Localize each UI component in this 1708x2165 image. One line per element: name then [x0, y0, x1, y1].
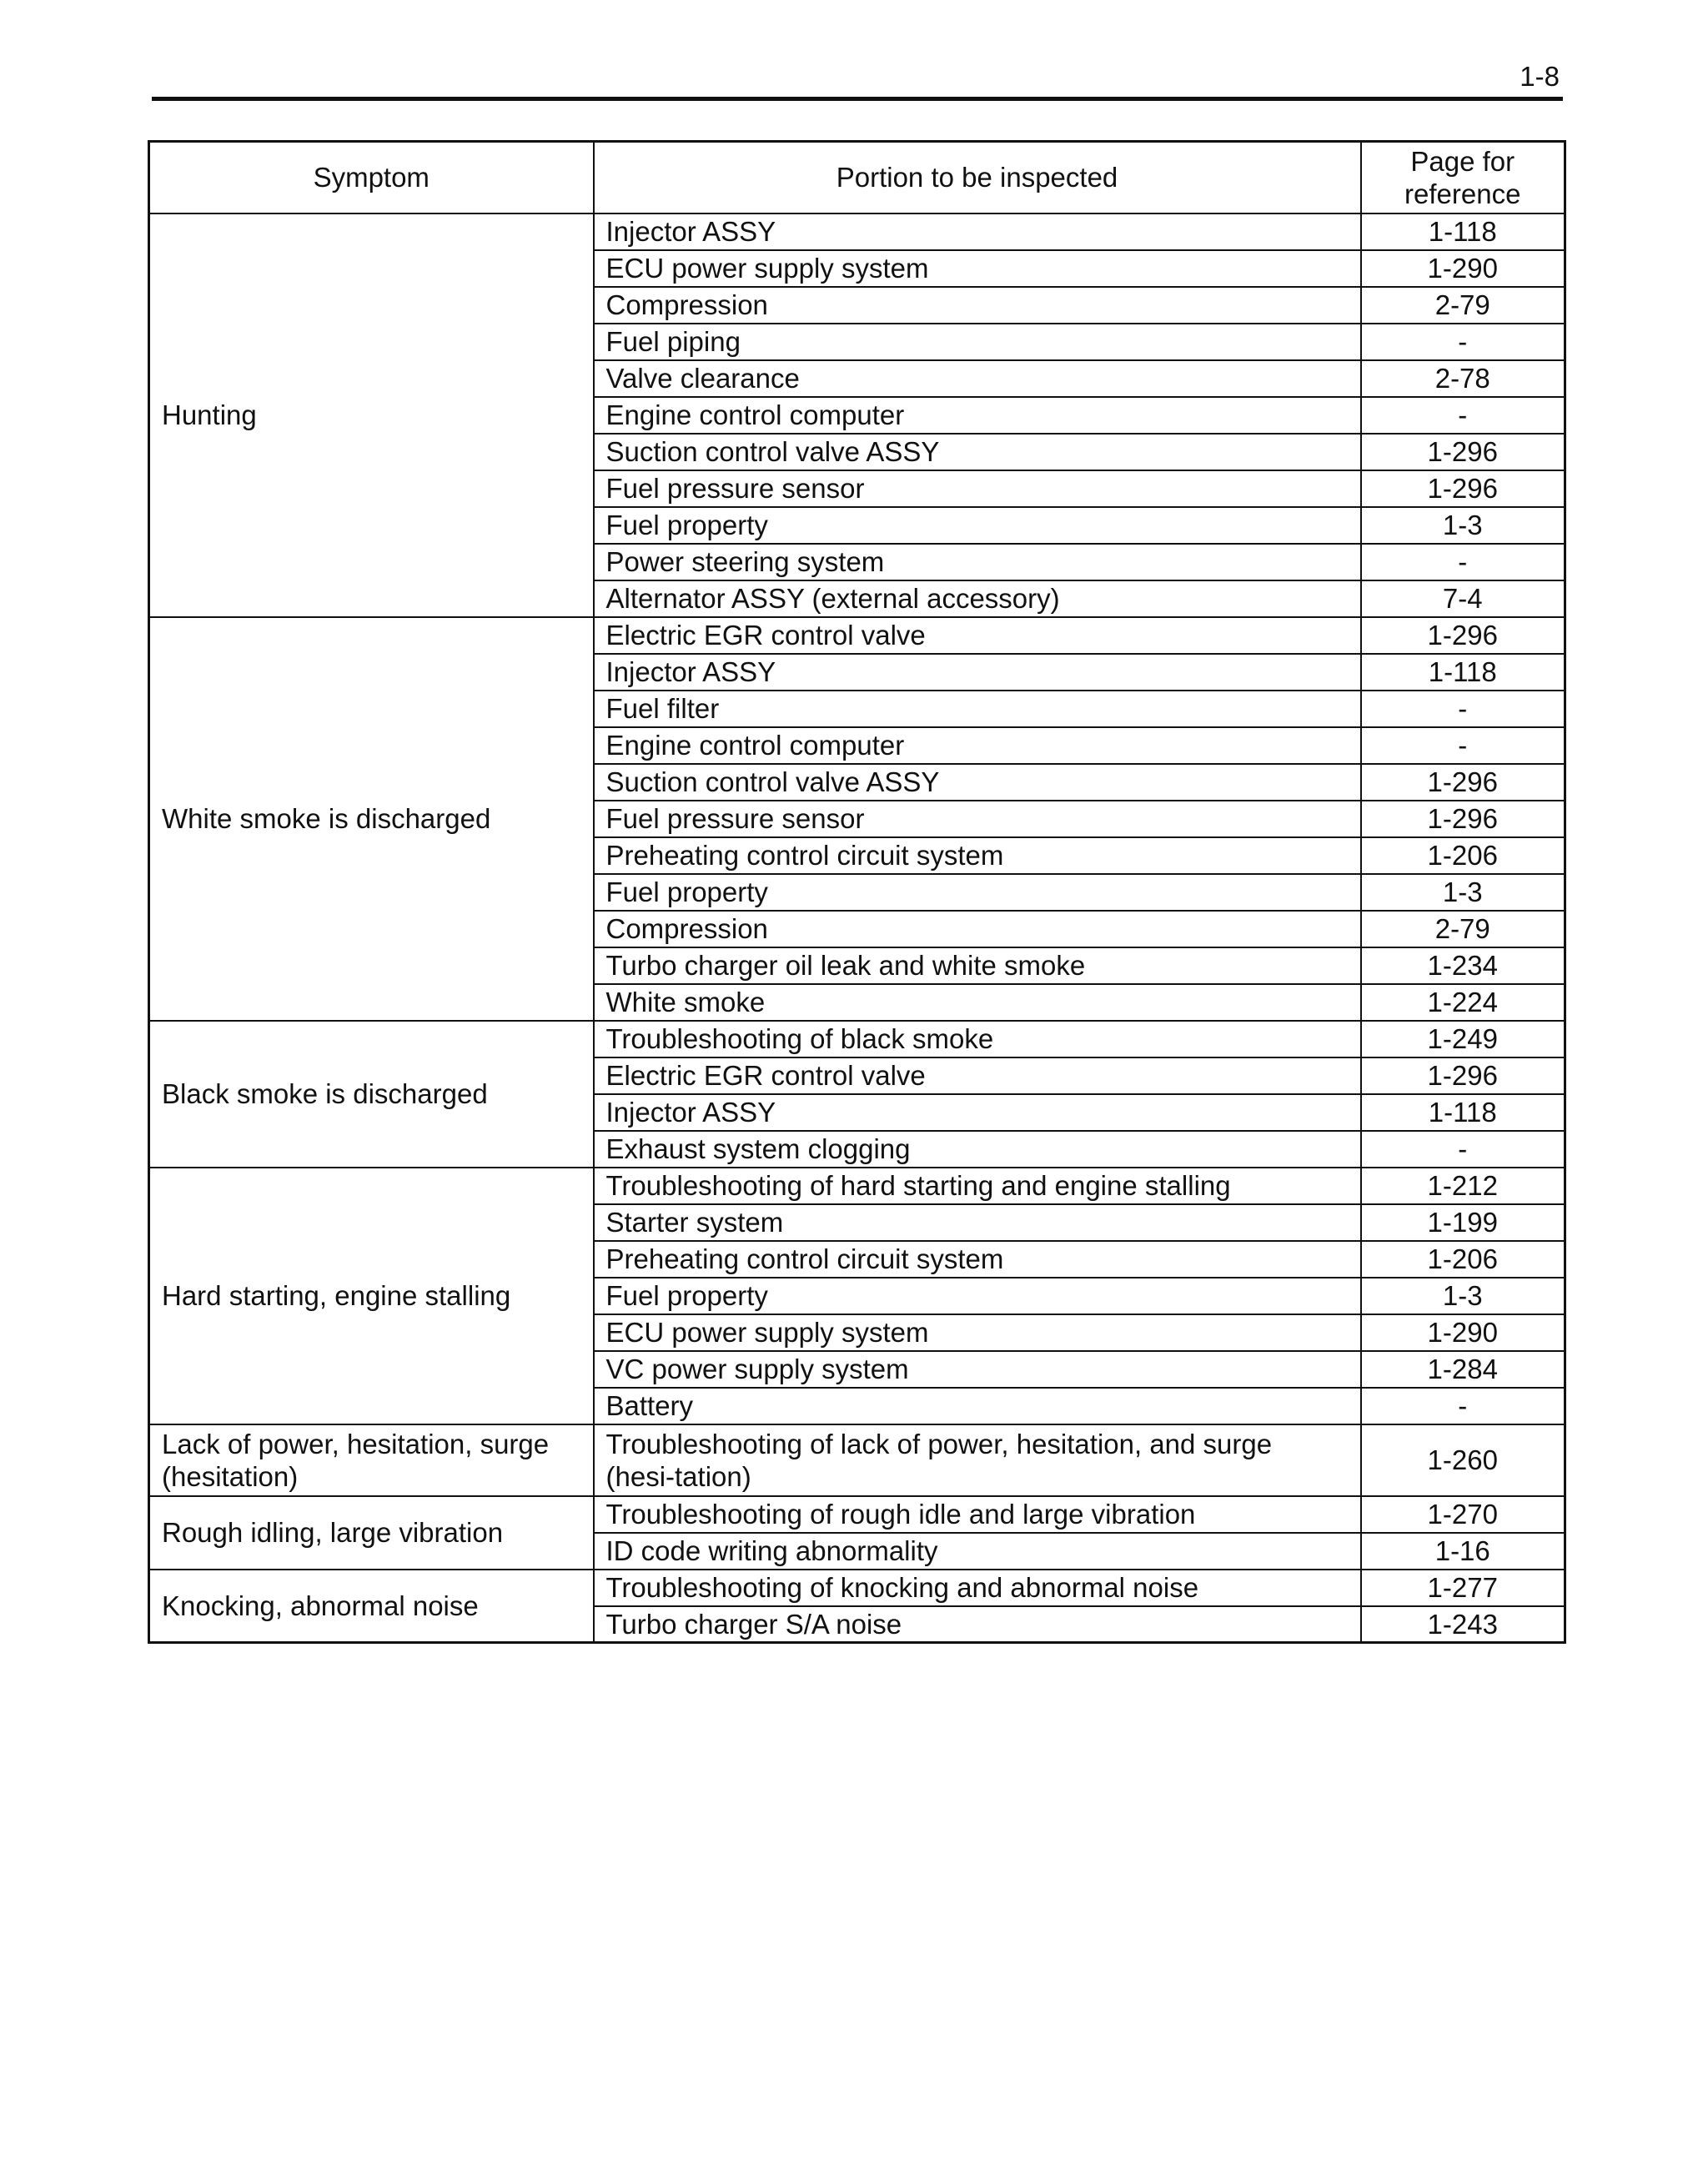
portion-cell: Troubleshooting of lack of power, hesitation, and surge (hesi-tation)	[594, 1424, 1361, 1496]
page-reference-cell: 1-249	[1361, 1021, 1565, 1057]
table-row	[149, 1168, 1565, 1204]
header-portion: Portion to be inspected	[594, 142, 1361, 213]
portion-cell: Compression	[594, 911, 1361, 947]
portion-cell: Fuel property	[594, 1278, 1361, 1314]
page-reference-cell: 1-290	[1361, 250, 1565, 287]
portion-cell: Power steering system	[594, 544, 1361, 580]
header-symptom: Symptom	[149, 142, 594, 213]
portion-cell: ECU power supply system	[594, 250, 1361, 287]
portion-cell: Turbo charger oil leak and white smoke	[594, 947, 1361, 984]
page-reference-cell: -	[1361, 727, 1565, 764]
portion-cell: Suction control valve ASSY	[594, 764, 1361, 801]
portion-cell: Turbo charger S/A noise	[594, 1606, 1361, 1643]
page-reference-cell: 1-296	[1361, 470, 1565, 507]
page-reference-cell: -	[1361, 691, 1565, 727]
table-body	[149, 213, 1565, 1643]
portion-cell: ECU power supply system	[594, 1314, 1361, 1351]
page-reference-cell: 1-3	[1361, 507, 1565, 544]
page-reference-cell: 1-290	[1361, 1314, 1565, 1351]
portion-cell: Fuel property	[594, 507, 1361, 544]
portion-cell: Injector ASSY	[594, 654, 1361, 691]
page-reference-cell: 1-234	[1361, 947, 1565, 984]
page-reference-cell: 1-212	[1361, 1168, 1565, 1204]
page-reference-cell: 1-243	[1361, 1606, 1565, 1643]
page-reference-cell: 1-296	[1361, 617, 1565, 654]
portion-cell: Troubleshooting of rough idle and large vibration	[594, 1496, 1361, 1533]
portion-cell: Electric EGR control valve	[594, 617, 1361, 654]
portion-cell: Engine control computer	[594, 397, 1361, 434]
table-row	[149, 1496, 1565, 1533]
page-reference-cell: -	[1361, 397, 1565, 434]
portion-cell: Troubleshooting of knocking and abnormal noise	[594, 1570, 1361, 1606]
page-reference-cell: 1-3	[1361, 1278, 1565, 1314]
page-reference-cell: 2-79	[1361, 287, 1565, 324]
portion-cell: Suction control valve ASSY	[594, 434, 1361, 470]
page-reference-cell: 1-118	[1361, 1094, 1565, 1131]
symptom-cell: Lack of power, hesitation, surge (hesitation)	[149, 1424, 594, 1496]
page-reference-cell: 1-277	[1361, 1570, 1565, 1606]
portion-cell: Battery	[594, 1388, 1361, 1424]
page-reference-cell: 1-206	[1361, 837, 1565, 874]
table-header-row	[149, 142, 1565, 213]
page-reference-cell: 1-224	[1361, 984, 1565, 1021]
page-reference-cell: -	[1361, 1131, 1565, 1168]
page-reference-cell: 1-296	[1361, 1057, 1565, 1094]
portion-cell: Preheating control circuit system	[594, 837, 1361, 874]
portion-cell: ID code writing abnormality	[594, 1533, 1361, 1570]
portion-cell: Injector ASSY	[594, 1094, 1361, 1131]
page-reference-cell: -	[1361, 324, 1565, 360]
table-row	[149, 617, 1565, 654]
page-reference-cell: 1-118	[1361, 213, 1565, 250]
symptom-cell: Rough idling, large vibration	[149, 1496, 594, 1570]
page-reference-cell: 1-199	[1361, 1204, 1565, 1241]
page-reference-cell: 1-284	[1361, 1351, 1565, 1388]
page-reference-cell: 2-78	[1361, 360, 1565, 397]
symptom-reference-table	[148, 140, 1566, 1644]
symptom-cell: White smoke is discharged	[149, 617, 594, 1021]
page-reference-cell: 1-296	[1361, 434, 1565, 470]
portion-cell: Exhaust system clogging	[594, 1131, 1361, 1168]
portion-cell: Valve clearance	[594, 360, 1361, 397]
page-number: 1-8	[1520, 61, 1560, 92]
page-reference-cell: 1-118	[1361, 654, 1565, 691]
portion-cell: Fuel pressure sensor	[594, 801, 1361, 837]
portion-cell: White smoke	[594, 984, 1361, 1021]
portion-cell: Electric EGR control valve	[594, 1057, 1361, 1094]
portion-cell: Engine control computer	[594, 727, 1361, 764]
page-reference-cell: 1-16	[1361, 1533, 1565, 1570]
portion-cell: Fuel filter	[594, 691, 1361, 727]
header-page-reference: Page for reference	[1361, 142, 1565, 213]
header-rule	[152, 97, 1563, 101]
page-reference-cell: 2-79	[1361, 911, 1565, 947]
table-row	[149, 1021, 1565, 1057]
page-reference-cell: 7-4	[1361, 580, 1565, 617]
page-reference-cell: -	[1361, 544, 1565, 580]
page-reference-cell: -	[1361, 1388, 1565, 1424]
symptom-cell: Hard starting, engine stalling	[149, 1168, 594, 1424]
portion-cell: Starter system	[594, 1204, 1361, 1241]
page-reference-cell: 1-206	[1361, 1241, 1565, 1278]
portion-cell: Alternator ASSY (external accessory)	[594, 580, 1361, 617]
table-row	[149, 1570, 1565, 1606]
page-reference-cell: 1-260	[1361, 1424, 1565, 1496]
portion-cell: Preheating control circuit system	[594, 1241, 1361, 1278]
portion-cell: Troubleshooting of black smoke	[594, 1021, 1361, 1057]
portion-cell: Injector ASSY	[594, 213, 1361, 250]
portion-cell: Compression	[594, 287, 1361, 324]
portion-cell: Fuel piping	[594, 324, 1361, 360]
page-reference-cell: 1-296	[1361, 764, 1565, 801]
portion-cell: Fuel pressure sensor	[594, 470, 1361, 507]
portion-cell: VC power supply system	[594, 1351, 1361, 1388]
symptom-cell: Black smoke is discharged	[149, 1021, 594, 1168]
table-row	[149, 213, 1565, 250]
page-reference-cell: 1-3	[1361, 874, 1565, 911]
portion-cell: Troubleshooting of hard starting and engine stalling	[594, 1168, 1361, 1204]
table-row	[149, 1424, 1565, 1496]
symptom-cell: Hunting	[149, 213, 594, 617]
portion-cell: Fuel property	[594, 874, 1361, 911]
symptom-cell: Knocking, abnormal noise	[149, 1570, 594, 1643]
page-reference-cell: 1-270	[1361, 1496, 1565, 1533]
page-reference-cell: 1-296	[1361, 801, 1565, 837]
